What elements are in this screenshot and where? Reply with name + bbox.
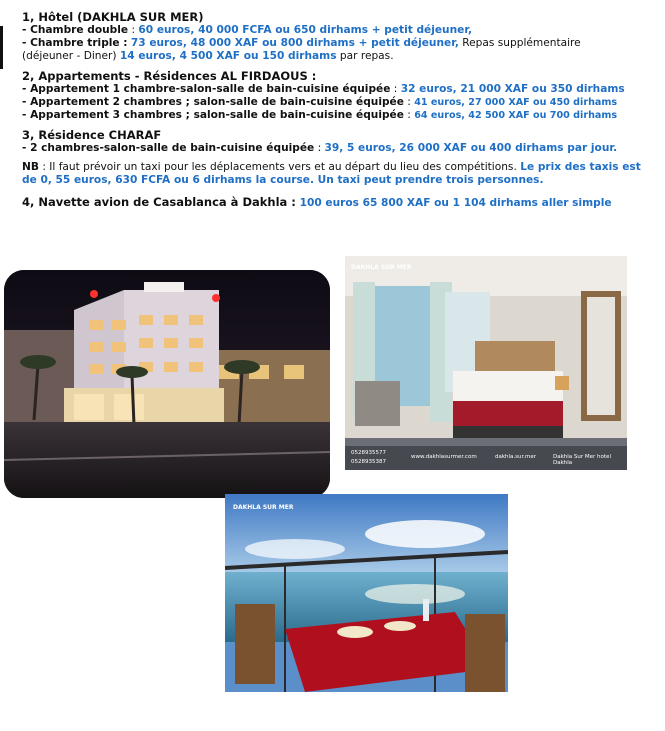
apt-label: - Appartement 3 chambres ; salon-salle de bain-cuisine équipée <box>22 109 404 121</box>
note-taxi-price: Le prix des taxis est de 0, 55 euros, 630 FCFA ou 6 dirhams la course. Un taxi peut prendre trois personnes. <box>22 161 641 186</box>
room-website: www.dakhlasurmer.com <box>411 454 477 460</box>
price-value: 64 euros, 42 500 XAF ou 700 dirhams <box>414 110 618 121</box>
apt-label: - Appartement 1 chambre-salon-salle de bain-cuisine équipée <box>22 83 391 95</box>
price-line-apt1 <box>22 83 652 96</box>
separator: : <box>403 109 415 121</box>
hotel-room-illustration <box>345 256 627 470</box>
room-phone-1: 0528935577 <box>351 450 386 456</box>
meal-price: 14 euros, 4 500 XAF ou 150 dirhams <box>119 50 337 62</box>
price-value: 41 euros, 27 000 XAF ou 450 dirhams <box>414 97 618 108</box>
separator: : <box>390 83 401 95</box>
price-value: 32 euros, 21 000 XAF ou 350 dirhams <box>400 83 625 95</box>
section-heading: 1, Hôtel (DAKHLA SUR MER) <box>22 10 204 24</box>
section-hotel <box>22 10 652 63</box>
price-value: 73 euros, 48 000 XAF ou 800 dirhams + petit déjeuner, <box>130 37 459 49</box>
separator: : <box>128 24 139 36</box>
shuttle-label: 4, Navette avion de Casablanca à Dakhla : <box>22 195 296 209</box>
shuttle-line <box>22 195 652 210</box>
hotel-night-illustration <box>4 270 330 498</box>
price-value: 60 euros, 40 000 FCFA ou 650 dirhams + petit déjeuner, <box>138 24 473 36</box>
terrace-logo: DAKHLA SUR MER <box>233 504 294 511</box>
section-appartements <box>22 69 652 122</box>
note-label: NB <box>22 161 39 173</box>
meal-suffix: par repas. <box>336 50 394 62</box>
room-phone-2: 0528935387 <box>351 459 386 465</box>
note-text: : Il faut prévoir un taxi pour les déplacements vers et au départ du lieu des compétitions. <box>38 161 521 173</box>
meal-prefix: (déjeuner - Diner) <box>22 50 120 62</box>
apt-label: - Appartement 2 chambres ; salon-salle de bain-cuisine équipée <box>22 96 404 108</box>
extra-meal-label: Repas supplémentaire <box>458 37 581 49</box>
residence-label: - 2 chambres-salon-salle de bain-cuisine équipée <box>22 142 315 154</box>
room-logo: DAKHLA SUR MER <box>351 264 412 271</box>
section-heading: 2, Appartements - Résidences AL FIRDAOUS : <box>22 69 317 83</box>
room-label: - Chambre double <box>22 24 129 36</box>
room-instagram: dakhla.sur.mer <box>495 454 537 460</box>
price-line-double <box>22 24 652 37</box>
separator: : <box>403 96 415 108</box>
hotel-room-photo <box>345 256 627 470</box>
room-facebook: Dakhla Sur Mer hotel Dakhla <box>553 454 611 466</box>
price-line-apt2 <box>22 96 652 109</box>
separator: : <box>314 142 325 154</box>
taxi-note <box>22 161 652 187</box>
page-edge-mark <box>0 26 3 69</box>
section-residence-charaf <box>22 128 652 155</box>
price-value: 39, 5 euros, 26 000 XAF ou 400 dirhams par jour. <box>324 142 618 154</box>
price-line-charaf <box>22 142 652 155</box>
price-line-apt3 <box>22 109 652 122</box>
terrace-illustration <box>225 494 508 692</box>
shuttle-price: 100 euros 65 800 XAF ou 1 104 dirhams aller simple <box>295 197 612 209</box>
price-line-triple <box>22 37 652 50</box>
section-heading: 3, Résidence CHARAF <box>22 128 162 142</box>
hotel-night-photo <box>4 270 330 498</box>
meal-price-line <box>22 50 652 63</box>
pricing-document <box>22 10 652 216</box>
room-label: - Chambre triple : <box>22 37 128 49</box>
terrace-sea-photo <box>225 494 508 692</box>
